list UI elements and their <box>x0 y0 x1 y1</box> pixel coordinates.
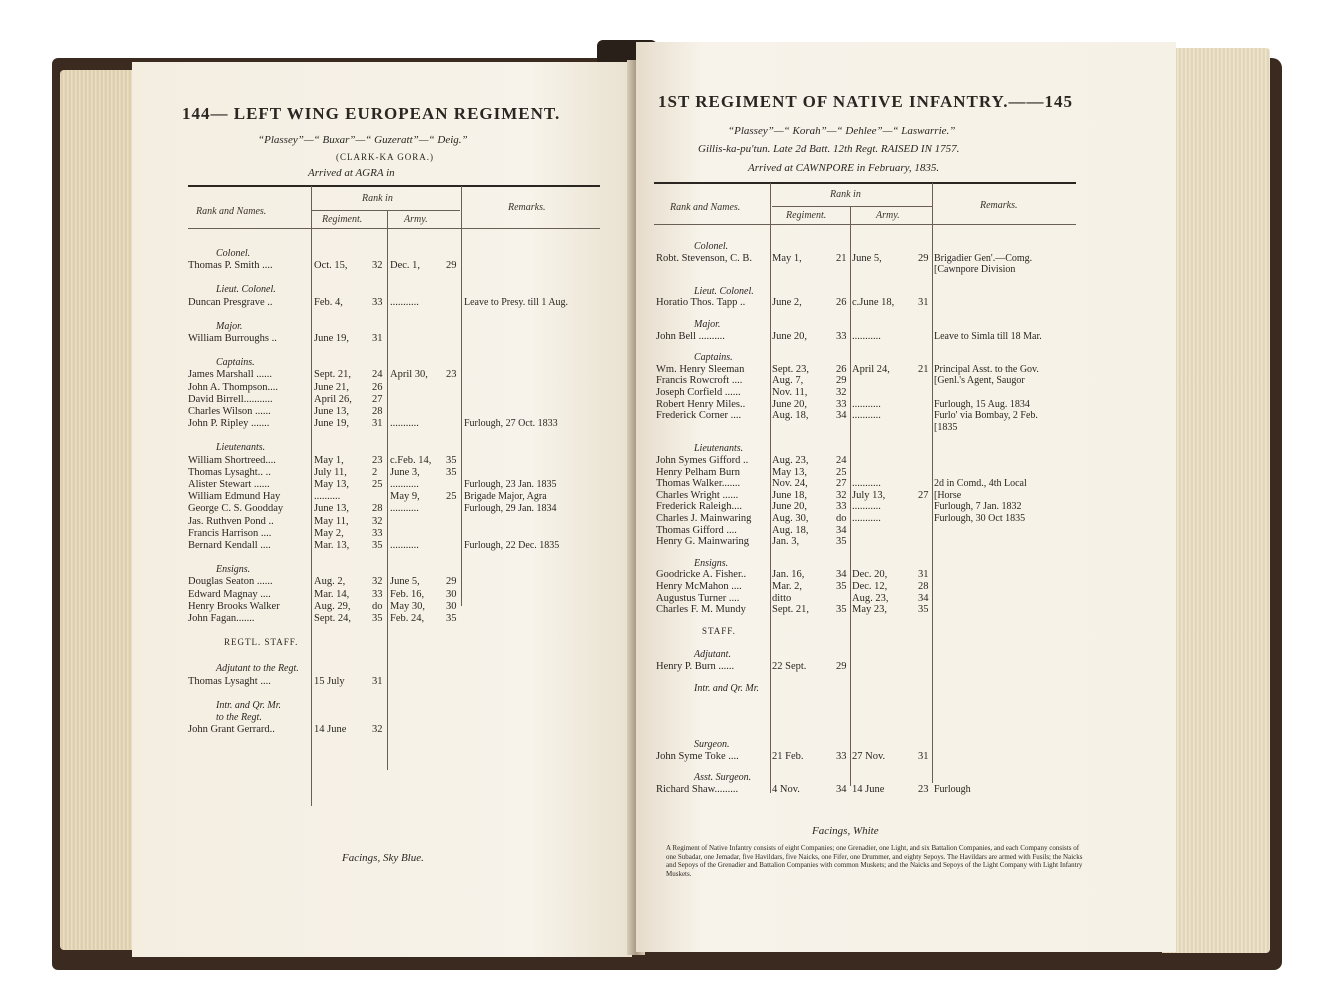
regiment-date: Aug. 2, <box>314 576 346 588</box>
army-date: 27 Nov. <box>852 750 886 762</box>
regiment-date: 14 June <box>314 724 347 736</box>
rank-heading: Major. <box>694 319 721 330</box>
regiment-year: 33 <box>372 296 383 308</box>
army-date: ........... <box>852 330 881 342</box>
army-date: June 3, <box>390 466 420 478</box>
regiment-date: 15 July <box>314 675 345 687</box>
army-date: April 30, <box>390 369 428 381</box>
column-divider <box>850 206 851 786</box>
officer-name: James Marshall ...... <box>188 369 272 381</box>
facings-note: Facings, White <box>812 825 879 837</box>
army-year: 30 <box>446 600 457 612</box>
rank-heading: Major. <box>216 320 243 332</box>
regiment-date: June 13, <box>314 406 349 417</box>
officer-name: Francis Harrison .... <box>188 527 272 539</box>
army-year: 35 <box>446 466 457 478</box>
remark: Leave to Presy. till 1 Aug. <box>464 296 569 308</box>
regiment-year: 35 <box>372 540 383 551</box>
regiment-date: May 1, <box>772 252 802 264</box>
regiment-year: do <box>836 513 847 524</box>
header-rule-bottom <box>188 228 600 229</box>
regiment-year: 32 <box>372 515 383 527</box>
regiment-year: 25 <box>836 466 847 478</box>
rank-heading: Colonel. <box>694 241 729 252</box>
regiment-date: Aug. 18, <box>772 410 809 422</box>
army-date: c.Feb. 14, <box>390 454 432 466</box>
regiment-year: 25 <box>372 479 383 490</box>
regiment-date: June 13, <box>314 503 349 515</box>
battle-honours: “Plassey”—“ Buxar”—“ Guzeratt”—“ Deig.” <box>258 134 468 146</box>
rank-heading: Lieutenants. <box>216 442 266 454</box>
officer-name: Charles Wright ...... <box>656 489 739 501</box>
header-rank-in: Rank in <box>362 193 393 204</box>
officer-name: Henry Brooks Walker <box>188 600 280 612</box>
rank-heading: Lieutenants. <box>694 443 744 455</box>
army-year: 29 <box>918 252 929 264</box>
remark: Leave to Simla till 18 Mar. <box>934 330 1042 342</box>
regiment-year: 31 <box>372 333 383 344</box>
officer-name: Charles J. Mainwaring <box>656 513 752 524</box>
regiment-date: June 20, <box>772 330 807 342</box>
header-rule-top <box>654 182 1076 184</box>
remark: Furlough, 22 Dec. 1835 <box>464 540 560 551</box>
regiment-date: Oct. 15, <box>314 260 348 272</box>
regiment-date: June 21, <box>314 381 349 393</box>
army-date: ........... <box>390 540 419 551</box>
officer-name: George C. S. Goodday <box>188 503 284 515</box>
regiment-year: 32 <box>372 260 383 272</box>
officer-name: Richard Shaw......... <box>656 783 739 795</box>
column-divider <box>461 186 462 606</box>
officer-name: Henry McMahon .... <box>656 581 742 592</box>
header-remarks: Remarks. <box>508 202 546 213</box>
regiment-date: May 13, <box>314 479 349 490</box>
remark: [Genl.'s Agent, Saugor <box>934 375 1025 387</box>
footnote: A Regiment of Native Infantry consists of eight Companies; one Grenadier, one Light, and six Battalion Companies, and each Company consists of one Subadar, one Jemadar, five Havildars, five Naicks, one Fifer, one Drummer, and eighty Sepoys. The Havildars are armed with Fusils; the Naicks and Sepoys of the Grenadier and Battalion Companies with common Muskets; and the Naicks and Sepoys of the Light Company with Light Infantry Muskets. <box>666 844 1083 878</box>
officer-name: John A. Thompson.... <box>188 381 278 393</box>
regiment-year: 28 <box>372 503 383 515</box>
army-year: 27 <box>918 489 929 501</box>
regiment-year: 35 <box>836 604 847 616</box>
regiment-date: Jan. 3, <box>772 536 800 548</box>
remark: Furlough, 30 Oct 1835 <box>934 513 1026 524</box>
rank-heading: Intr. and Qr. Mr. <box>216 699 282 711</box>
header-rank-names: Rank and Names. <box>196 206 267 217</box>
army-date: ........... <box>390 418 419 430</box>
army-year: 35 <box>446 613 457 624</box>
officer-name: Joseph Corfield ...... <box>656 387 741 398</box>
officer-name: Edward Magnay .... <box>188 588 271 600</box>
regiment-year: 21 <box>836 252 847 264</box>
army-date: Feb. 24, <box>390 613 425 624</box>
army-year: 35 <box>918 604 929 616</box>
right-page <box>636 42 1176 952</box>
army-year: 21 <box>918 363 929 375</box>
officer-name: Jas. Ruthven Pond .. <box>188 515 274 527</box>
officer-name: David Birrell........... <box>188 393 273 405</box>
regiment-date: April 26, <box>314 393 352 405</box>
remark: [1835 <box>934 421 958 433</box>
officer-name: William Shortreed.... <box>188 454 276 466</box>
regiment-year: 31 <box>372 675 383 687</box>
rank-heading: Colonel. <box>216 248 251 259</box>
rank-heading: Lieut. Colonel. <box>216 284 276 296</box>
header-army: Army. <box>404 214 428 225</box>
army-year: 23 <box>918 783 929 795</box>
officer-name: William Edmund Hay <box>188 491 281 503</box>
rank-heading: Asst. Surgeon. <box>694 772 752 784</box>
officer-name: Thomas Lysaght.. .. <box>188 466 271 478</box>
officer-name: Douglas Seaton ...... <box>188 576 273 588</box>
battle-honours: “Plassey”—“ Korah”—“ Dehlee”—“ Laswarrie.” <box>728 125 956 137</box>
regiment-date: Feb. 4, <box>314 296 343 308</box>
regiment-year: 35 <box>836 581 847 592</box>
regiment-year: 24 <box>372 369 383 381</box>
army-date: ........... <box>852 410 881 422</box>
officer-name: John Fagan....... <box>188 613 255 624</box>
officer-name: Thomas Gifford .... <box>656 524 737 536</box>
officer-name: Augustus Turner .... <box>656 592 740 604</box>
regiment-date: Aug. 30, <box>772 513 809 524</box>
army-date: April 24, <box>852 363 890 375</box>
open-book <box>52 40 1282 970</box>
rank-heading: Adjutant. <box>694 649 731 661</box>
army-date: ........... <box>390 296 419 308</box>
remark: Furlough, 29 Jan. 1834 <box>464 503 557 515</box>
officer-name: Wm. Henry Sleeman <box>656 363 745 375</box>
regiment-year: 34 <box>836 410 847 422</box>
regiment-date: ditto <box>772 592 792 604</box>
officer-name: John Grant Gerrard.. <box>188 724 275 736</box>
army-date: July 13, <box>852 489 886 501</box>
army-date: June 5, <box>852 252 882 264</box>
remark: Furlough <box>934 783 971 795</box>
rank-heading: Ensigns. <box>694 557 729 569</box>
regiment-year: 29 <box>836 375 847 387</box>
regiment-date: Mar. 13, <box>314 540 350 551</box>
remark: Furlo' via Bombay, 2 Feb. <box>934 410 1038 422</box>
rank-heading: Adjutant to the Regt. <box>216 663 299 675</box>
officer-name: Robert Henry Miles.. <box>656 398 746 410</box>
regiment-year: 28 <box>372 406 383 417</box>
left-page-edges <box>60 70 140 950</box>
regiment-year: 26 <box>836 297 847 309</box>
army-year: 34 <box>918 592 929 604</box>
regiment-year: 27 <box>836 478 847 490</box>
officer-name: William Burroughs .. <box>188 333 277 344</box>
left-page <box>132 62 632 957</box>
officer-name: Frederick Raleigh.... <box>656 501 743 513</box>
officer-name: Henry Pelham Burn <box>656 466 740 478</box>
header-rank-names: Rank and Names. <box>670 202 741 213</box>
regiment-date: Nov. 11, <box>772 387 808 398</box>
regiment-year: 24 <box>836 455 847 466</box>
regiment-date: Sept. 21, <box>314 369 352 381</box>
right-page-edges <box>1162 48 1270 953</box>
officer-name: Thomas Lysaght .... <box>188 675 271 687</box>
regiment-date: July 11, <box>314 466 347 478</box>
rank-heading: Captains. <box>694 352 733 364</box>
header-rule-bottom <box>654 224 1076 225</box>
regiment-date: June 2, <box>772 297 802 309</box>
rank-heading: to the Regt. <box>216 712 262 723</box>
officer-name: John Syme Toke .... <box>656 750 739 762</box>
officer-name: Thomas Walker....... <box>656 478 741 490</box>
officer-name: Henry P. Burn ...... <box>656 661 735 672</box>
regiment-date: Mar. 14, <box>314 588 350 600</box>
army-date: Feb. 16, <box>390 588 425 600</box>
remark: Furlough, 23 Jan. 1835 <box>464 479 557 490</box>
army-date: 14 June <box>852 783 885 795</box>
regiment-year: 27 <box>372 393 383 405</box>
regiment-year: 31 <box>372 418 383 430</box>
regiment-year: 35 <box>836 536 847 548</box>
regiment-year: 32 <box>372 724 383 736</box>
regiment-date: June 20, <box>772 501 807 513</box>
regiment-date: June 19, <box>314 418 349 430</box>
regiment-date: Aug. 7, <box>772 375 804 387</box>
army-date: Dec. 12, <box>852 581 888 592</box>
regiment-date: Sept. 24, <box>314 613 352 624</box>
army-date: ........... <box>852 501 881 513</box>
rank-heading: Surgeon. <box>694 739 730 750</box>
header-regiment: Regiment. <box>322 214 363 225</box>
header-rank-in: Rank in <box>830 189 861 200</box>
remark: 2d in Comd., 4th Local <box>934 478 1027 490</box>
army-year: 29 <box>446 260 457 272</box>
army-year: 23 <box>446 369 457 381</box>
regiment-date: June 18, <box>772 489 807 501</box>
regiment-date: Aug. 23, <box>772 455 809 466</box>
regiment-year: do <box>372 600 383 612</box>
staff-heading: REGTL. STAFF. <box>224 637 299 648</box>
regiment-year: 33 <box>372 527 383 539</box>
staff-heading: STAFF. <box>702 625 736 636</box>
column-divider <box>311 186 312 806</box>
regiment-date: Sept. 21, <box>772 604 810 616</box>
army-year: 31 <box>918 569 929 581</box>
officer-name: John Bell .......... <box>656 330 725 342</box>
army-date: ........... <box>390 503 419 515</box>
page-title: 144— LEFT WING EUROPEAN REGIMENT. <box>182 104 561 123</box>
regiment-year: 32 <box>836 489 847 501</box>
regiment-year: 34 <box>836 524 847 536</box>
regiment-year: 2 <box>372 466 378 478</box>
rank-heading: Intr. and Qr. Mr. <box>694 682 760 694</box>
regiment-date: June 20, <box>772 398 807 410</box>
facings-note: Facings, Sky Blue. <box>342 852 424 864</box>
arrival-note: Arrived at CAWNPORE in February, 1835. <box>748 162 940 174</box>
remark: [Cawnpore Division <box>934 264 1016 276</box>
officer-name: Frederick Corner .... <box>656 410 742 422</box>
rank-heading: Lieut. Colonel. <box>694 285 754 297</box>
header-split-rule <box>312 210 460 211</box>
officer-name: Alister Stewart ...... <box>188 479 270 490</box>
army-date: May 9, <box>390 491 420 503</box>
army-date: ........... <box>852 478 881 490</box>
regiment-year: 34 <box>836 569 847 581</box>
native-name: Gillis-ka-pu'tun. Late 2d Batt. 12th Regt. RAISED IN 1757. <box>698 143 960 155</box>
regiment-date: May 13, <box>772 466 807 478</box>
regiment-year: 35 <box>372 613 383 624</box>
army-date: ........... <box>852 398 881 410</box>
regiment-year: 34 <box>836 783 847 795</box>
army-date: ........... <box>390 479 419 490</box>
regiment-year: 26 <box>836 363 847 375</box>
officer-name: John Symes Gifford .. <box>656 455 749 466</box>
army-year: 35 <box>446 454 457 466</box>
regiment-date: 22 Sept. <box>772 661 807 672</box>
regiment-year: 33 <box>836 330 847 342</box>
remark: Principal Asst. to the Gov. <box>934 363 1039 375</box>
army-date: ........... <box>852 513 881 524</box>
column-divider <box>932 183 933 783</box>
officer-name: Robt. Stevenson, C. B. <box>656 252 752 264</box>
regiment-year: 33 <box>372 588 383 600</box>
officer-name: Francis Rowcroft .... <box>656 375 743 387</box>
officer-name: Henry G. Mainwaring <box>656 536 750 548</box>
army-date: c.June 18, <box>852 297 895 309</box>
header-remarks: Remarks. <box>980 200 1018 211</box>
remark: Furlough, 27 Oct. 1833 <box>464 418 558 430</box>
header-rule-top <box>188 185 600 187</box>
army-year: 25 <box>446 491 457 503</box>
rank-heading: Captains. <box>216 357 255 369</box>
army-year: 31 <box>918 750 929 762</box>
regiment-date: June 19, <box>314 333 349 344</box>
native-name: (CLARK-KA GORA.) <box>336 152 434 162</box>
army-year: 28 <box>918 581 929 592</box>
army-year: 30 <box>446 588 457 600</box>
officer-name: Charles Wilson ...... <box>188 406 271 417</box>
officer-name: Bernard Kendall .... <box>188 540 271 551</box>
column-divider <box>770 183 771 793</box>
army-date: Dec. 1, <box>390 260 421 272</box>
header-regiment: Regiment. <box>786 210 827 221</box>
regiment-date: May 11, <box>314 515 349 527</box>
regiment-date: May 2, <box>314 527 344 539</box>
officer-name: Duncan Presgrave .. <box>188 296 273 308</box>
army-date: Aug. 23, <box>852 592 889 604</box>
officer-name: Thomas P. Smith .... <box>188 260 273 272</box>
remark: Furlough, 7 Jan. 1832 <box>934 501 1022 513</box>
officer-name: Charles F. M. Mundy <box>656 604 746 616</box>
regiment-date: Aug. 29, <box>314 600 351 612</box>
page-title: 1ST REGIMENT OF NATIVE INFANTRY.——145 <box>658 92 1074 111</box>
rank-heading: Ensigns. <box>216 564 251 576</box>
officer-name: John P. Ripley ....... <box>188 418 270 430</box>
regiment-date: 21 Feb. <box>772 750 804 762</box>
regiment-year: 33 <box>836 750 847 762</box>
header-split-rule <box>772 206 932 207</box>
officer-name: Goodricke A. Fisher.. <box>656 569 747 581</box>
regiment-year: 23 <box>372 454 383 466</box>
regiment-date: Nov. 24, <box>772 478 808 490</box>
regiment-year: 32 <box>372 576 383 588</box>
column-divider <box>387 210 388 770</box>
officer-name: Horatio Thos. Tapp .. <box>656 297 746 309</box>
arrival-note: Arrived at AGRA in <box>308 167 395 179</box>
regiment-date: Mar. 2, <box>772 581 803 592</box>
remark: Brigade Major, Agra <box>464 491 547 503</box>
regiment-date: Jan. 16, <box>772 569 805 581</box>
army-date: June 5, <box>390 576 420 588</box>
army-date: May 30, <box>390 600 425 612</box>
army-year: 31 <box>918 297 929 309</box>
army-date: May 23, <box>852 604 887 616</box>
regiment-date: Aug. 18, <box>772 524 809 536</box>
army-date: Dec. 20, <box>852 569 888 581</box>
regiment-date: .......... <box>314 491 341 503</box>
regiment-date: Sept. 23, <box>772 363 810 375</box>
remark: [Horse <box>934 489 962 501</box>
remark: Furlough, 15 Aug. 1834 <box>934 398 1030 410</box>
regiment-date: May 1, <box>314 454 344 466</box>
header-army: Army. <box>876 210 900 221</box>
army-year: 29 <box>446 576 457 588</box>
regiment-year: 29 <box>836 661 847 672</box>
regiment-year: 33 <box>836 398 847 410</box>
remark: Brigadier Gen'.—Comg. <box>934 252 1033 264</box>
regiment-year: 32 <box>836 387 847 398</box>
regiment-year: 33 <box>836 501 847 513</box>
regiment-date: 4 Nov. <box>772 783 800 795</box>
regiment-year: 26 <box>372 381 383 393</box>
